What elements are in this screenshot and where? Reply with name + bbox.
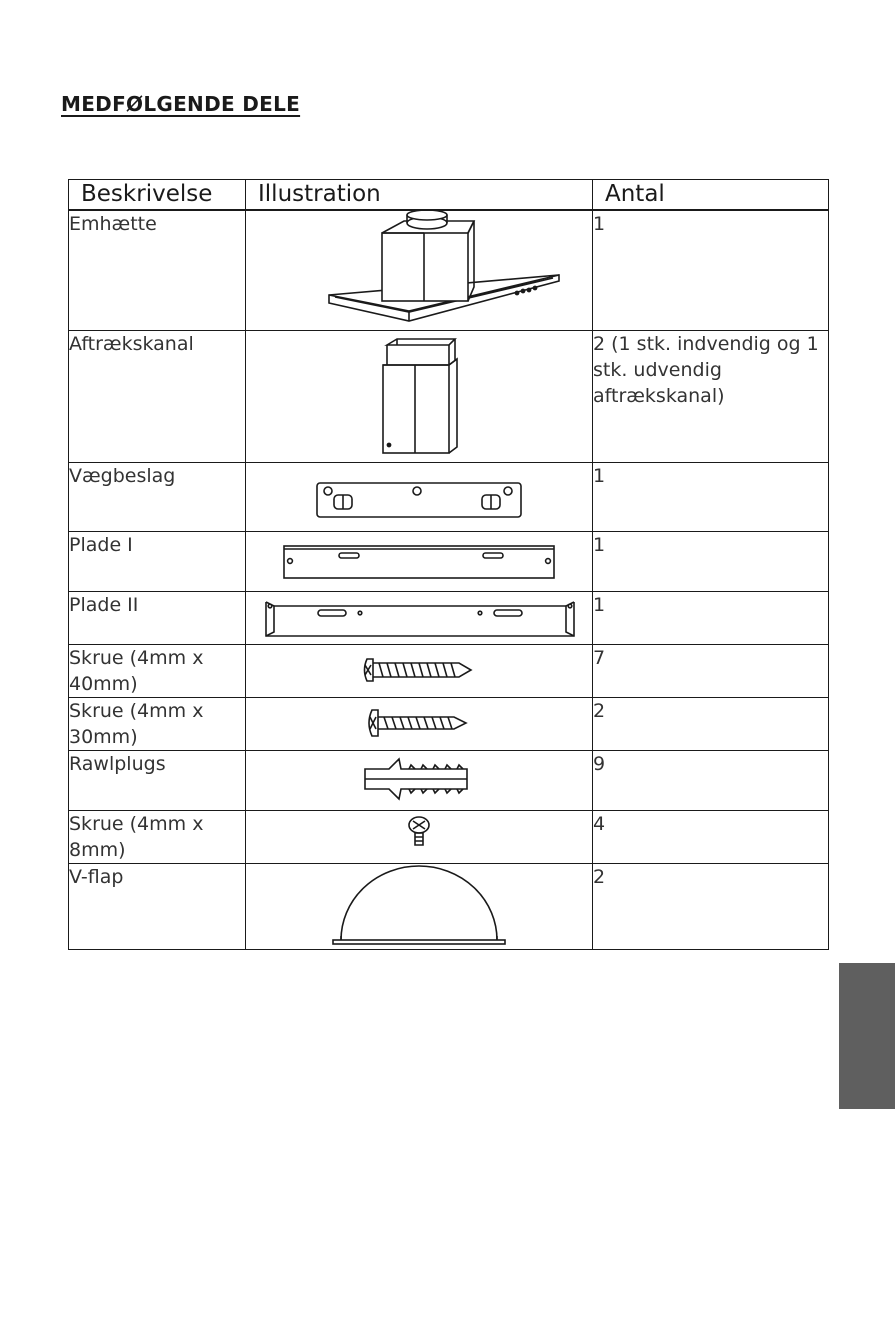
table-row [69, 810, 829, 863]
plate-2-icon [254, 592, 584, 644]
chimney-duct-icon [369, 331, 469, 459]
row-illustration [246, 810, 593, 863]
row-illustration [246, 531, 593, 591]
row-quantity: 2 [593, 863, 829, 949]
table-row [69, 462, 829, 531]
row-description: Skrue (4mm x 30mm) [69, 697, 246, 750]
row-description: Plade I [69, 531, 246, 591]
table-row [69, 697, 829, 750]
row-quantity: 1 [593, 591, 829, 644]
row-description: V-flap [69, 863, 246, 949]
row-quantity: 9 [593, 750, 829, 810]
header-quantity: Antal [593, 180, 829, 211]
header-description: Beskrivelse [69, 180, 246, 211]
row-illustration [246, 644, 593, 697]
row-quantity: 2 [593, 697, 829, 750]
row-illustration [246, 462, 593, 531]
table-row [69, 644, 829, 697]
row-illustration [246, 330, 593, 462]
table-header-row [69, 180, 829, 211]
cooker-hood-icon [269, 211, 569, 327]
row-quantity: 1 [593, 531, 829, 591]
row-description: Skrue (4mm x 8mm) [69, 810, 246, 863]
row-quantity: 7 [593, 644, 829, 697]
table-row [69, 330, 829, 462]
row-quantity: 4 [593, 810, 829, 863]
table-row [69, 210, 829, 330]
v-flap-icon [329, 864, 509, 948]
row-illustration [246, 750, 593, 810]
row-description: Skrue (4mm x 40mm) [69, 644, 246, 697]
table-row [69, 591, 829, 644]
row-description: Aftrækskanal [69, 330, 246, 462]
table-row [69, 531, 829, 591]
page-title: MEDFØLGENDE DELE [61, 92, 301, 116]
rawlplug-icon [359, 751, 479, 807]
row-quantity: 1 [593, 210, 829, 330]
row-illustration [246, 863, 593, 949]
plate-1-icon [279, 532, 559, 588]
row-quantity: 1 [593, 462, 829, 531]
row-description: Emhætte [69, 210, 246, 330]
row-description: Vægbeslag [69, 462, 246, 531]
side-tab [839, 963, 895, 1109]
parts-table [68, 179, 829, 950]
row-description: Rawlplugs [69, 750, 246, 810]
row-description: Plade II [69, 591, 246, 644]
table-row [69, 750, 829, 810]
row-illustration [246, 591, 593, 644]
screw-medium-icon [364, 698, 474, 748]
row-illustration [246, 210, 593, 330]
screw-long-icon [359, 645, 479, 695]
wall-bracket-icon [314, 463, 524, 529]
row-quantity: 2 (1 stk. indvendig og 1 stk. udvendig aftrækskanal) [593, 330, 829, 462]
header-illustration: Illustration [246, 180, 593, 211]
table-row [69, 863, 829, 949]
screw-short-icon [399, 811, 439, 861]
row-illustration [246, 697, 593, 750]
